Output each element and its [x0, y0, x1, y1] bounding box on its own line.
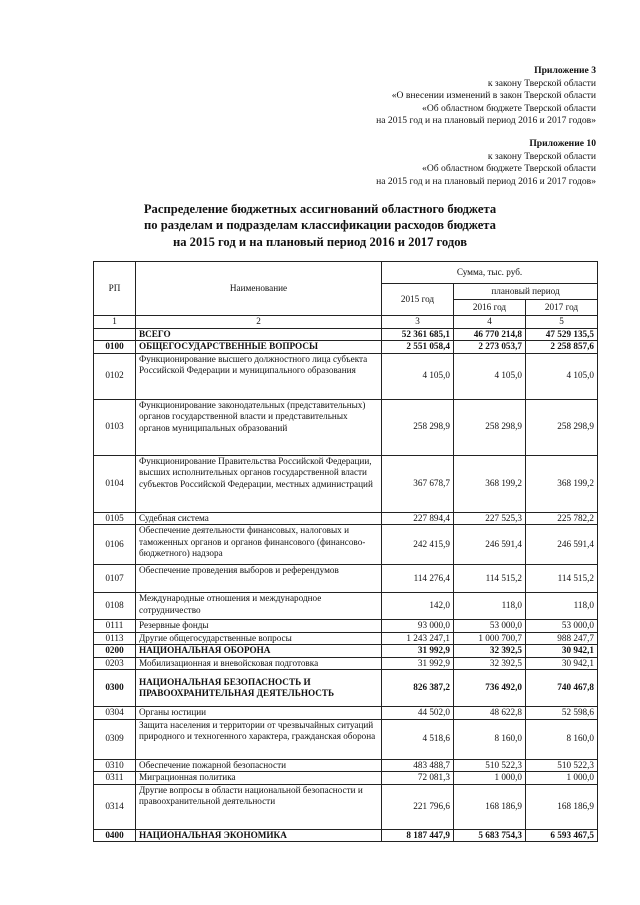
row-value-2017: 225 782,2 [526, 512, 598, 525]
appendix-3-line: на 2015 год и на плановый период 2016 и 2017 годов» [376, 115, 596, 127]
column-number: 5 [526, 316, 598, 329]
row-name: Обеспечение деятельности финансовых, налоговых и таможенных органов и органов финансового (финансово-бюджетного) надзора [136, 525, 382, 565]
row-value-2015: 221 796,6 [382, 784, 454, 829]
row-value-2016: 46 770 214,8 [454, 328, 526, 341]
row-code: 0102 [94, 353, 136, 399]
row-value-2015: 72 081,3 [382, 772, 454, 785]
row-value-2016: 1 000,0 [454, 772, 526, 785]
row-value-2017: 1 000,0 [526, 772, 598, 785]
column-number: 3 [382, 316, 454, 329]
table-row [94, 719, 598, 759]
header-2016: 2016 год [454, 300, 526, 316]
appendix-10-title: Приложение 10 [529, 138, 596, 149]
document-title-line: Распределение бюджетных ассигнований областного бюджета [143, 202, 497, 216]
row-value-2017: 168 186,9 [526, 784, 598, 829]
table-row [94, 829, 598, 842]
row-name: Резервные фонды [136, 620, 382, 633]
row-name: НАЦИОНАЛЬНАЯ ЭКОНОМИКА [136, 829, 382, 842]
table-row [94, 772, 598, 785]
row-value-2017: 118,0 [526, 593, 598, 620]
appendix-10-header [376, 138, 596, 188]
appendix-3-line: «О внесении изменений в закон Тверской области [391, 90, 596, 102]
row-value-2016: 5 683 754,3 [454, 829, 526, 842]
row-code: 0314 [94, 784, 136, 829]
row-value-2017: 740 467,8 [526, 670, 598, 707]
row-value-2017: 988 247,7 [526, 632, 598, 645]
row-name: ОБЩЕГОСУДАРСТВЕННЫЕ ВОПРОСЫ [136, 341, 382, 354]
table-row [94, 593, 598, 620]
row-value-2016: 258 298,9 [454, 399, 526, 455]
row-value-2015: 826 387,2 [382, 670, 454, 707]
table-row [94, 512, 598, 525]
row-value-2016: 1 000 700,7 [454, 632, 526, 645]
row-code: 0311 [94, 772, 136, 785]
row-value-2016: 118,0 [454, 593, 526, 620]
row-value-2015: 4 105,0 [382, 353, 454, 399]
row-value-2016: 4 105,0 [454, 353, 526, 399]
column-number-row [94, 316, 598, 329]
row-code: 0106 [94, 525, 136, 565]
row-code: 0203 [94, 657, 136, 670]
row-value-2015: 31 992,9 [382, 645, 454, 658]
header-2015: 2015 год [382, 284, 454, 316]
row-name: Органы юстиции [136, 707, 382, 720]
row-value-2015: 31 992,9 [382, 657, 454, 670]
row-value-2015: 1 243 247,1 [382, 632, 454, 645]
row-name: Обеспечение пожарной безопасности [136, 759, 382, 772]
table-row [94, 707, 598, 720]
column-number: 4 [454, 316, 526, 329]
row-value-2015: 258 298,9 [382, 399, 454, 455]
row-code: 0103 [94, 399, 136, 455]
row-value-2015: 227 894,4 [382, 512, 454, 525]
table-row [94, 455, 598, 512]
row-value-2016: 227 525,3 [454, 512, 526, 525]
row-value-2017: 52 598,6 [526, 707, 598, 720]
table-row [94, 341, 598, 354]
table-row [94, 525, 598, 565]
row-code: 0304 [94, 707, 136, 720]
table-row [94, 565, 598, 593]
table-row [94, 645, 598, 658]
table-row [94, 328, 598, 341]
row-name: Обеспечение проведения выборов и референдумов [136, 565, 382, 593]
row-name: НАЦИОНАЛЬНАЯ БЕЗОПАСНОСТЬ И ПРАВООХРАНИТЕЛЬНАЯ ДЕЯТЕЛЬНОСТЬ [136, 670, 382, 707]
row-value-2017: 114 515,2 [526, 565, 598, 593]
row-code: 0113 [94, 632, 136, 645]
row-value-2017: 47 529 135,5 [526, 328, 598, 341]
table-row [94, 632, 598, 645]
row-value-2016: 114 515,2 [454, 565, 526, 593]
table-row [94, 353, 598, 399]
appendix-3-line: «Об областном бюджете Тверской области [422, 102, 596, 114]
row-value-2016: 368 199,2 [454, 455, 526, 512]
row-code: 0300 [94, 670, 136, 707]
column-number: 1 [94, 316, 136, 329]
row-code: 0100 [94, 341, 136, 354]
row-value-2017: 2 258 857,6 [526, 341, 598, 354]
row-code: 0111 [94, 620, 136, 633]
row-value-2016: 736 492,0 [454, 670, 526, 707]
table-header [94, 262, 598, 329]
row-value-2016: 2 273 053,7 [454, 341, 526, 354]
table-body [94, 328, 598, 842]
row-code [94, 328, 136, 341]
document-title-line: по разделам и подразделам классификации расходов бюджета [144, 218, 496, 233]
row-name: Миграционная политика [136, 772, 382, 785]
row-value-2016: 32 392,5 [454, 645, 526, 658]
row-name: Другие вопросы в области национальной безопасности и правоохранительной деятельности [136, 784, 382, 829]
row-value-2017: 368 199,2 [526, 455, 598, 512]
row-value-2017: 6 593 467,5 [526, 829, 598, 842]
row-code: 0104 [94, 455, 136, 512]
row-name: ВСЕГО [136, 328, 382, 341]
row-value-2015: 8 187 447,9 [382, 829, 454, 842]
row-code: 0107 [94, 565, 136, 593]
row-value-2016: 53 000,0 [454, 620, 526, 633]
header-plan-period: плановый период [454, 284, 598, 300]
row-code: 0200 [94, 645, 136, 658]
document-title-line: на 2015 год и на плановый период 2016 и 2017 годов [172, 234, 468, 249]
row-value-2015: 142,0 [382, 593, 454, 620]
row-name: Мобилизационная и вневойсковая подготовка [136, 657, 382, 670]
row-value-2017: 53 000,0 [526, 620, 598, 633]
appendix-10-line: на 2015 год и на плановый период 2016 и 2017 годов» [376, 175, 596, 187]
row-value-2015: 52 361 685,1 [382, 328, 454, 341]
row-value-2015: 242 415,9 [382, 525, 454, 565]
row-value-2015: 483 488,7 [382, 759, 454, 772]
row-name: Функционирование законодательных (представительных) органов государственной власти и представительных органов муниципальных образований [136, 399, 382, 455]
row-value-2016: 510 522,3 [454, 759, 526, 772]
header-2017: 2017 год [526, 300, 598, 316]
appendix-3-line: к закону Тверской области [487, 77, 596, 89]
row-code: 0310 [94, 759, 136, 772]
budget-table [93, 261, 598, 842]
row-value-2015: 4 518,6 [382, 719, 454, 759]
row-value-2017: 8 160,0 [526, 719, 598, 759]
appendix-3-header [376, 65, 596, 128]
row-name: Судебная система [136, 512, 382, 525]
row-value-2016: 32 392,5 [454, 657, 526, 670]
row-value-2015: 2 551 058,4 [382, 341, 454, 354]
row-name: Функционирование Правительства Российской Федерации, высших исполнительных органов государственной власти субъектов Российской Федерации, местных администраций [136, 455, 382, 512]
row-code: 0309 [94, 719, 136, 759]
table-row [94, 759, 598, 772]
row-value-2017: 246 591,4 [526, 525, 598, 565]
appendix-3-title: Приложение 3 [534, 65, 596, 76]
row-name: Другие общегосударственные вопросы [136, 632, 382, 645]
row-value-2017: 4 105,0 [526, 353, 598, 399]
row-name: Функционирование высшего должностного лица субъекта Российской Федерации и муниципального образования [136, 353, 382, 399]
header-rp: РП [94, 262, 136, 316]
row-value-2015: 114 276,4 [382, 565, 454, 593]
row-value-2015: 93 000,0 [382, 620, 454, 633]
document-title [100, 201, 540, 250]
table-row [94, 657, 598, 670]
row-value-2015: 44 502,0 [382, 707, 454, 720]
row-code: 0400 [94, 829, 136, 842]
table-row [94, 399, 598, 455]
row-value-2015: 367 678,7 [382, 455, 454, 512]
row-code: 0105 [94, 512, 136, 525]
row-value-2017: 30 942,1 [526, 657, 598, 670]
header-name: Наименование [136, 262, 382, 316]
row-value-2016: 48 622,8 [454, 707, 526, 720]
row-name: Защита населения и территории от чрезвычайных ситуаций природного и техногенного характера, гражданская оборона [136, 719, 382, 759]
row-value-2016: 246 591,4 [454, 525, 526, 565]
row-code: 0108 [94, 593, 136, 620]
appendix-10-line: к закону Тверской области [487, 150, 596, 162]
row-value-2016: 168 186,9 [454, 784, 526, 829]
appendix-10-line: «Об областном бюджете Тверской области [422, 163, 596, 175]
table-row [94, 670, 598, 707]
row-value-2017: 258 298,9 [526, 399, 598, 455]
table-row [94, 784, 598, 829]
row-name: НАЦИОНАЛЬНАЯ ОБОРОНА [136, 645, 382, 658]
row-value-2017: 30 942,1 [526, 645, 598, 658]
table-row [94, 620, 598, 633]
row-value-2017: 510 522,3 [526, 759, 598, 772]
column-number: 2 [136, 316, 382, 329]
row-name: Международные отношения и международное сотрудничество [136, 593, 382, 620]
row-value-2016: 8 160,0 [454, 719, 526, 759]
header-sum: Сумма, тыс. руб. [382, 262, 598, 284]
